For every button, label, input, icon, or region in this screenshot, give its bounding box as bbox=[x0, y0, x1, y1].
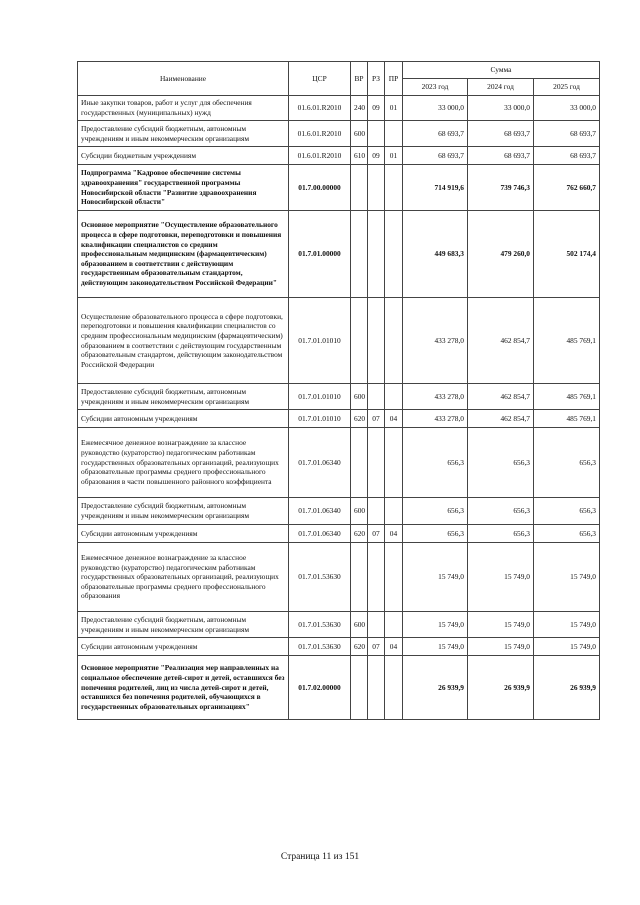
cell-2025: 15 749,0 bbox=[534, 612, 600, 638]
cell-csr: 01.7.01.01010 bbox=[289, 298, 351, 384]
cell-vr bbox=[351, 428, 368, 498]
cell-csr: 01.7.01.01010 bbox=[289, 384, 351, 410]
cell-csr: 01.7.01.06340 bbox=[289, 498, 351, 525]
cell-2025: 485 769,1 bbox=[534, 384, 600, 410]
col-header-year-2023: 2023 год bbox=[403, 79, 468, 96]
table-row bbox=[78, 638, 600, 656]
cell-pr bbox=[385, 165, 403, 211]
col-header-pr: ПР bbox=[385, 62, 403, 96]
cell-2025: 656,3 bbox=[534, 498, 600, 525]
table-row bbox=[78, 298, 600, 384]
cell-rz: 07 bbox=[368, 410, 385, 428]
table-row bbox=[78, 656, 600, 720]
cell-2023: 656,3 bbox=[403, 498, 468, 525]
cell-csr: 01.7.01.06340 bbox=[289, 525, 351, 543]
cell-pr: 01 bbox=[385, 147, 403, 165]
cell-name: Основное мероприятие "Реализация мер направленных на социальное обеспечение детей-сирот и детей, оставшихся без попечения родителей, лиц из числа детей-сирот и детей, оставшихся без попечения родителей, обучающихся в государственных образовательных организациях" bbox=[78, 656, 289, 720]
cell-rz bbox=[368, 165, 385, 211]
cell-rz: 09 bbox=[368, 96, 385, 121]
cell-name: Ежемесячное денежное вознаграждение за классное руководство (кураторство) педагогическим работникам государственных образовательных организаций, реализующих образовательные программы среднего профессионального образования bbox=[78, 543, 289, 612]
cell-vr bbox=[351, 298, 368, 384]
cell-2025: 68 693,7 bbox=[534, 121, 600, 147]
cell-vr: 600 bbox=[351, 498, 368, 525]
cell-2025: 485 769,1 bbox=[534, 410, 600, 428]
cell-2024: 33 000,0 bbox=[468, 96, 534, 121]
cell-2024: 15 749,0 bbox=[468, 638, 534, 656]
cell-name: Субсидии бюджетным учреждениям bbox=[78, 147, 289, 165]
cell-rz bbox=[368, 543, 385, 612]
cell-2024: 479 260,0 bbox=[468, 211, 534, 298]
cell-vr: 600 bbox=[351, 384, 368, 410]
cell-2023: 433 278,0 bbox=[403, 384, 468, 410]
cell-2023: 68 693,7 bbox=[403, 147, 468, 165]
cell-csr: 01.6.01.R2010 bbox=[289, 147, 351, 165]
cell-2023: 68 693,7 bbox=[403, 121, 468, 147]
cell-name: Предоставление субсидий бюджетным, автономным учреждениям и иным некоммерческим организациям bbox=[78, 612, 289, 638]
table-row bbox=[78, 96, 600, 121]
cell-rz bbox=[368, 121, 385, 147]
table-row bbox=[78, 498, 600, 525]
cell-2023: 15 749,0 bbox=[403, 612, 468, 638]
col-header-summa: Сумма bbox=[403, 62, 600, 79]
cell-2024: 15 749,0 bbox=[468, 612, 534, 638]
cell-2023: 449 683,3 bbox=[403, 211, 468, 298]
header-row bbox=[78, 62, 600, 79]
cell-pr bbox=[385, 121, 403, 147]
cell-pr bbox=[385, 498, 403, 525]
cell-2025: 502 174,4 bbox=[534, 211, 600, 298]
cell-2024: 656,3 bbox=[468, 428, 534, 498]
cell-csr: 01.7.02.00000 bbox=[289, 656, 351, 720]
table-row bbox=[78, 612, 600, 638]
cell-pr: 04 bbox=[385, 525, 403, 543]
cell-pr: 04 bbox=[385, 410, 403, 428]
cell-2023: 433 278,0 bbox=[403, 410, 468, 428]
cell-csr: 01.6.01.R2010 bbox=[289, 121, 351, 147]
cell-csr: 01.7.01.53630 bbox=[289, 543, 351, 612]
table-row bbox=[78, 121, 600, 147]
cell-2023: 714 919,6 bbox=[403, 165, 468, 211]
cell-pr bbox=[385, 543, 403, 612]
cell-rz bbox=[368, 612, 385, 638]
cell-2024: 68 693,7 bbox=[468, 147, 534, 165]
cell-pr bbox=[385, 384, 403, 410]
cell-name: Ежемесячное денежное вознаграждение за классное руководство (кураторство) педагогическим работникам государственных образовательных организаций, реализующих образовательные программы среднего профессионального образования в части повышенного районного коэффициента bbox=[78, 428, 289, 498]
table-row bbox=[78, 147, 600, 165]
cell-2025: 15 749,0 bbox=[534, 638, 600, 656]
cell-2025: 26 939,9 bbox=[534, 656, 600, 720]
cell-name: Подпрограмма "Кадровое обеспечение системы здравоохранения" государственной программы Новосибирской области "Развитие здравоохранения Новосибирской области" bbox=[78, 165, 289, 211]
table-row bbox=[78, 410, 600, 428]
cell-pr bbox=[385, 656, 403, 720]
col-header-name: Наименование bbox=[78, 62, 289, 96]
cell-2025: 15 749,0 bbox=[534, 543, 600, 612]
table-body bbox=[78, 96, 600, 720]
cell-2024: 656,3 bbox=[468, 498, 534, 525]
cell-name: Предоставление субсидий бюджетным, автономным учреждениям и иным некоммерческим организациям bbox=[78, 121, 289, 147]
table-row bbox=[78, 525, 600, 543]
cell-vr: 240 bbox=[351, 96, 368, 121]
cell-name: Субсидии автономным учреждениям bbox=[78, 638, 289, 656]
cell-name: Субсидии автономным учреждениям bbox=[78, 410, 289, 428]
cell-2025: 656,3 bbox=[534, 428, 600, 498]
cell-2025: 656,3 bbox=[534, 525, 600, 543]
cell-2024: 656,3 bbox=[468, 525, 534, 543]
cell-name: Осуществление образовательного процесса в сфере подготовки, переподготовки и повышения квалификации специалистов со средним профессиональным медицинским (фармацевтическим) образованием в соответствии с действующим государственным образовательным стандартом, действующим законодательством Российской Федерации bbox=[78, 298, 289, 384]
cell-vr bbox=[351, 165, 368, 211]
cell-pr bbox=[385, 211, 403, 298]
cell-pr: 01 bbox=[385, 96, 403, 121]
cell-name: Иные закупки товаров, работ и услуг для обеспечения государственных (муниципальных) нужд bbox=[78, 96, 289, 121]
table-row bbox=[78, 543, 600, 612]
cell-2023: 26 939,9 bbox=[403, 656, 468, 720]
col-header-rz: РЗ bbox=[368, 62, 385, 96]
cell-pr bbox=[385, 428, 403, 498]
cell-rz bbox=[368, 384, 385, 410]
cell-rz: 07 bbox=[368, 525, 385, 543]
cell-vr: 620 bbox=[351, 525, 368, 543]
cell-vr bbox=[351, 543, 368, 612]
cell-name: Предоставление субсидий бюджетным, автономным учреждениям и иным некоммерческим организациям bbox=[78, 498, 289, 525]
cell-2025: 33 000,0 bbox=[534, 96, 600, 121]
cell-rz bbox=[368, 656, 385, 720]
cell-2023: 656,3 bbox=[403, 428, 468, 498]
col-header-vr: ВР bbox=[351, 62, 368, 96]
cell-rz: 07 bbox=[368, 638, 385, 656]
cell-2024: 26 939,9 bbox=[468, 656, 534, 720]
cell-vr: 600 bbox=[351, 612, 368, 638]
cell-vr bbox=[351, 656, 368, 720]
cell-2024: 462 854,7 bbox=[468, 384, 534, 410]
cell-2024: 462 854,7 bbox=[468, 298, 534, 384]
cell-2023: 15 749,0 bbox=[403, 638, 468, 656]
cell-2023: 433 278,0 bbox=[403, 298, 468, 384]
cell-pr: 04 bbox=[385, 638, 403, 656]
cell-rz bbox=[368, 498, 385, 525]
cell-2025: 762 660,7 bbox=[534, 165, 600, 211]
cell-csr: 01.7.01.53630 bbox=[289, 612, 351, 638]
cell-csr: 01.7.01.53630 bbox=[289, 638, 351, 656]
cell-2024: 15 749,0 bbox=[468, 543, 534, 612]
table-row bbox=[78, 384, 600, 410]
cell-rz bbox=[368, 211, 385, 298]
cell-csr: 01.6.01.R2010 bbox=[289, 96, 351, 121]
cell-vr: 610 bbox=[351, 147, 368, 165]
cell-name: Субсидии автономным учреждениям bbox=[78, 525, 289, 543]
cell-vr: 620 bbox=[351, 410, 368, 428]
cell-name: Основное мероприятие "Осуществление образовательного процесса в сфере подготовки, переподготовки и повышения квалификации специалистов со средним профессиональным медицинским (фармацевтическим) образованием в соответствии с действующим государственным образовательным стандартом, действующим законодательством Российской Федерации" bbox=[78, 211, 289, 298]
cell-csr: 01.7.01.01010 bbox=[289, 410, 351, 428]
budget-table bbox=[77, 61, 600, 720]
cell-vr: 600 bbox=[351, 121, 368, 147]
col-header-year-2025: 2025 год bbox=[534, 79, 600, 96]
cell-csr: 01.7.01.06340 bbox=[289, 428, 351, 498]
cell-csr: 01.7.00.00000 bbox=[289, 165, 351, 211]
cell-name: Предоставление субсидий бюджетным, автономным учреждениям и иным некоммерческим организациям bbox=[78, 384, 289, 410]
cell-csr: 01.7.01.00000 bbox=[289, 211, 351, 298]
cell-2024: 739 746,3 bbox=[468, 165, 534, 211]
cell-2023: 15 749,0 bbox=[403, 543, 468, 612]
table-row bbox=[78, 165, 600, 211]
cell-rz bbox=[368, 428, 385, 498]
cell-pr bbox=[385, 298, 403, 384]
page-number: Страница 11 из 151 bbox=[280, 852, 360, 862]
cell-vr bbox=[351, 211, 368, 298]
cell-2024: 462 854,7 bbox=[468, 410, 534, 428]
cell-2025: 68 693,7 bbox=[534, 147, 600, 165]
table-row bbox=[78, 211, 600, 298]
cell-2023: 33 000,0 bbox=[403, 96, 468, 121]
cell-vr: 620 bbox=[351, 638, 368, 656]
col-header-year-2024: 2024 год bbox=[468, 79, 534, 96]
col-header-csr: ЦСР bbox=[289, 62, 351, 96]
cell-2023: 656,3 bbox=[403, 525, 468, 543]
cell-rz bbox=[368, 298, 385, 384]
cell-rz: 09 bbox=[368, 147, 385, 165]
cell-2024: 68 693,7 bbox=[468, 121, 534, 147]
cell-pr bbox=[385, 612, 403, 638]
table-row bbox=[78, 428, 600, 498]
cell-2025: 485 769,1 bbox=[534, 298, 600, 384]
